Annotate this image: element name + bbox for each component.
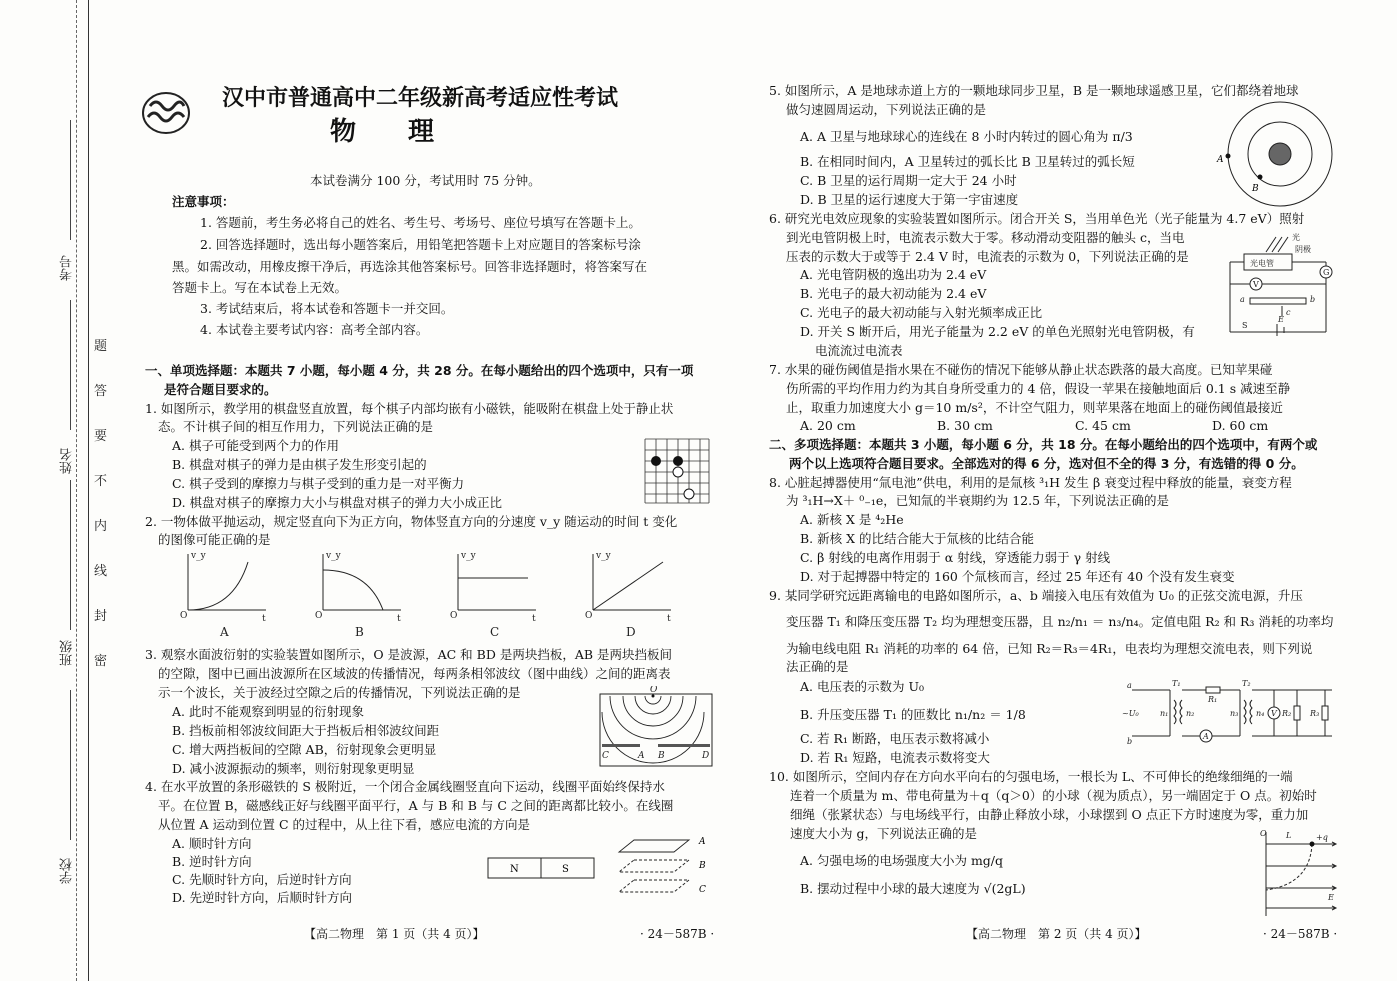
q9-label: R₁: [1208, 695, 1218, 704]
q4-magnet-figure: [484, 830, 714, 900]
note-line: 3. 考试结束后，将本试卷和答题卡一并交回。: [200, 301, 454, 316]
q8-option: B. 新核 X 的比结合能大于氚核的比结合能: [800, 531, 1034, 546]
q6-stem: 到光电管阴极上时，电流表示数大于零。移动滑动变阻器的触头 c，当电: [786, 230, 1185, 245]
q2-axis-label: v_y: [596, 551, 611, 561]
q2-origin-label: O: [315, 611, 323, 621]
q2-graph-label: A: [220, 625, 229, 639]
q3-wave-figure: [598, 686, 714, 768]
q2-axis-label: v_y: [191, 551, 206, 561]
q7-option: C. 45 cm: [1075, 418, 1131, 433]
q6-label: a: [1240, 295, 1245, 304]
exam-logo: [140, 90, 192, 136]
q9-circuit-figure: [1122, 678, 1340, 744]
q1-stem: 1. 如图所示，教学用的棋盘竖直放置，每个棋子内部均嵌有小磁铁，能吸附在棋盘上处于静止状: [145, 401, 674, 416]
q10-field-figure: [1252, 826, 1340, 918]
q1-option: A. 棋子可能受到两个力的作用: [172, 438, 339, 453]
q10-stem: 速度大小为 g，下列说法正确的是: [790, 826, 977, 841]
page-footer: 【高二物理 第 2 页（共 4 页）】: [966, 927, 1147, 941]
q4-option: C. 先顺时针方向，后逆时针方向: [172, 872, 352, 887]
q9-label: a: [1127, 681, 1132, 690]
q10-option: A. 匀强电场的电场强度大小为 mg/q: [800, 853, 1004, 868]
q9-label: n₂: [1186, 709, 1195, 718]
exam-title: 汉中市普通高中二年级新高考适应性考试: [222, 86, 619, 111]
q9-label: V: [1271, 709, 1277, 718]
q2-axis-label: t: [262, 614, 266, 624]
q6-label: V: [1253, 280, 1259, 289]
q9-stem: 为输电线电阻 R₁ 消耗的功率的 64 倍，已知 R₂＝R₃＝4R₁，电表均为理想交流电表，则下列说: [786, 641, 1313, 656]
q9-stem: 9. 某同学研究远距离输电的电路如图所示，a、b 端接入电压有效值为 U₀ 的正弦交流电源，升压: [769, 588, 1303, 603]
q9-option: B. 升压变压器 T₁ 的匝数比 n₁/n₂ ＝ 1/8: [800, 707, 1026, 722]
q4-option: B. 逆时针方向: [172, 854, 252, 869]
q7-stem: 7. 水果的碰伤阈值是指水果在不碰伤的情况下能够从静止状态跌落的最大高度。已知苹果碰: [769, 362, 1273, 377]
q7-option: A. 20 cm: [800, 418, 856, 433]
q3-label: B: [658, 751, 665, 761]
q2-axis-label: t: [532, 614, 536, 624]
q2-graph-label: D: [626, 625, 636, 639]
q3-label: C: [602, 751, 609, 761]
exam-intro: 本试卷满分 100 分，考试用时 75 分钟。: [310, 173, 541, 188]
q6-label: E: [1278, 315, 1284, 324]
q6-label: 光: [1292, 233, 1300, 242]
q6-stem: 压表的示数大于或等于 2.4 V 时，电流表的示数为 0，下列说法正确的是: [786, 249, 1189, 264]
q5-stem: 做匀速圆周运动，下列说法正确的是: [786, 102, 987, 117]
subject-title: 物 理: [330, 117, 435, 147]
page-code: · 24－587B ·: [640, 927, 715, 941]
q10-label: O: [1260, 829, 1267, 838]
q1-chessboard-figure: [643, 437, 711, 505]
q6-label: 阴极: [1295, 245, 1311, 254]
q1-option: D. 棋盘对棋子的摩擦力大小与棋盘对棋子的弹力大小成正比: [172, 495, 503, 510]
q4-label: S: [562, 864, 569, 875]
q5-option: B. 在相同时间内，A 卫星转过的弧长比 B 卫星转过的弧长短: [800, 154, 1135, 169]
q6-option: B. 光电子的最大初动能为 2.4 eV: [800, 286, 987, 301]
q10-stem: 连着一个质量为 m、带电荷量为＋q（q＞0）的小球（视为质点），另一端固定于 O 点。初始时: [790, 788, 1317, 803]
q2-graph-label: B: [355, 625, 364, 639]
q3-option: A. 此时不能观察到明显的衍射现象: [172, 704, 364, 719]
notice-char: 题: [94, 339, 108, 354]
notice-char: 封: [94, 609, 108, 624]
notice-char: 密: [94, 654, 108, 669]
q8-stem: 为 ³₁H→X＋ ⁰₋₁e，已知氚的半衰期约为 12.5 年，下列说法正确的是: [786, 493, 1170, 508]
q4-stem: 平。在位置 B，磁感线正好与线圈平面平行，A 与 B 和 B 与 C 之间的距离都比较小。在线圈: [158, 798, 674, 813]
write-line: [70, 120, 71, 240]
q2-origin-label: O: [180, 611, 188, 621]
q5-option: D. B 卫星的运行速度大于第一宇宙速度: [800, 192, 1019, 207]
q9-label: R₃: [1310, 709, 1320, 718]
page-footer: 【高二物理 第 1 页（共 4 页）】: [304, 927, 485, 941]
q9-label: T₂: [1242, 679, 1251, 688]
q5-option: C. B 卫星的运行周期一定大于 24 小时: [800, 173, 1017, 188]
q5-option: A. A 卫星与地球球心的连线在 8 小时内转过的圆心角为 π/3: [800, 129, 1133, 144]
section1-heading: 一、单项选择题：本题共 7 小题，每小题 4 分，共 28 分。在每小题给出的四个选项中，只有一项: [145, 363, 694, 378]
q3-option: D. 减小波源振动的频率，则衍射现象更明显: [172, 761, 415, 776]
q3-label: O: [650, 686, 658, 695]
q2-stem: 2. 一物体做平抛运动，规定竖直向下为正方向，物体竖直方向的分速度 v_y 随运动的时间 t 变化: [145, 514, 678, 529]
q2-axis-label: v_y: [461, 551, 476, 561]
q2-stem: 的图像可能正确的是: [158, 532, 271, 547]
q10-label: L: [1286, 831, 1292, 840]
q10-stem: 细绳（张紧状态）与电场线平行，由静止释放小球，小球摆到 O 点正下方时速度为零，重力加: [790, 807, 1309, 822]
q3-label: D: [702, 751, 710, 761]
q9-label: ~U₀: [1122, 709, 1139, 718]
q9-label: b: [1127, 737, 1133, 744]
q6-option: 电流流过电流表: [815, 343, 903, 358]
q6-label: c: [1286, 308, 1291, 317]
q2-graph-label: C: [490, 625, 500, 639]
q9-label: R₂: [1282, 709, 1292, 718]
q9-label: T₁: [1172, 679, 1181, 688]
q6-label: b: [1310, 295, 1316, 304]
q9-stem: 法正确的是: [786, 659, 849, 674]
q3-option: C. 增大两挡板间的空隙 AB，衍射现象会更明显: [172, 742, 437, 757]
notice-char: 要: [94, 429, 108, 444]
field-school: 学校: [60, 858, 75, 884]
q9-label: n₁: [1160, 709, 1169, 718]
q6-option: A. 光电管阴极的逸出功为 2.4 eV: [800, 267, 987, 282]
q7-option: D. 60 cm: [1212, 418, 1269, 433]
q6-label: G: [1323, 268, 1330, 277]
page-code: · 24－587B ·: [1263, 927, 1338, 941]
q6-label: 光电管: [1250, 259, 1274, 268]
write-line: [70, 300, 71, 430]
q1-option: C. 棋子受到的摩擦力与棋子受到的重力是一对平衡力: [172, 476, 465, 491]
write-line: [70, 480, 71, 630]
q7-option: B. 30 cm: [937, 418, 993, 433]
q10-option: B. 摆动过程中小球的最大速度为 √(2gL): [800, 881, 1026, 896]
notes-heading: 注意事项：: [172, 194, 235, 209]
q1-option: B. 棋盘对棋子的弹力是由棋子发生形变引起的: [172, 457, 427, 472]
q3-stem: 3. 观察水面波衍射的实验装置如图所示，O 是波源，AC 和 BD 是两块挡板，AB 是两块挡板间: [145, 647, 673, 662]
q8-option: A. 新核 X 是 ⁴₂He: [800, 512, 904, 527]
q3-stem: 示一个波长，关于波经过空隙之后的传播情况，下列说法正确的是: [158, 685, 521, 700]
section1-heading: 是符合题目要求的。: [164, 382, 277, 397]
note-line: 2. 回答选择题时，选出每小题答案后，用铅笔把答题卡上对应题目的答案标号涂: [200, 237, 641, 252]
q2-origin-label: O: [585, 611, 593, 621]
field-class: 班级: [60, 640, 75, 666]
section2-heading: 二、多项选择题：本题共 3 小题，每小题 6 分，共 18 分。在每小题给出的四个选项中，有两个或: [769, 437, 1318, 452]
q6-stem: 6. 研究光电效应现象的实验装置如图所示。闭合开关 S，当用单色光（光子能量为 4.7 eV）照射: [769, 211, 1305, 226]
note-line: 答题卡上。写在本试卷上无效。: [172, 280, 348, 295]
q10-stem: 10. 如图所示，空间内存在方向水平向右的匀强电场，一根长为 L、不可伸长的绝缘细绳的一端: [769, 769, 1293, 784]
notice-char: 答: [94, 384, 108, 399]
q9-label: n₄: [1256, 709, 1265, 718]
q6-option: D. 开关 S 断开后，用光子能量为 2.2 eV 的单色光照射光电管阴极，有: [800, 324, 1195, 339]
q5-stem: 5. 如图所示，A 是地球赤道上方的一颗地球同步卫星，B 是一颗地球遥感卫星，它们都绕着地球: [769, 83, 1299, 98]
q10-label: E: [1328, 893, 1334, 902]
q4-option: D. 先逆时针方向，后顺时针方向: [172, 890, 353, 905]
section2-heading: 两个以上选项符合题目要求。全部选对的得 6 分，选对但不全的得 3 分，有选错的得 0 分。: [789, 456, 1304, 471]
q4-stem: 4. 在水平放置的条形磁铁的 S 极附近，一个闭合金属线圈竖直向下运动，线圈平面始终保持水: [145, 779, 665, 794]
q2-graphs: [178, 548, 678, 643]
q4-option: A. 顺时针方向: [172, 836, 252, 851]
q4-label: B: [699, 861, 706, 871]
binding-border: [88, 0, 89, 981]
q2-axis-label: v_y: [326, 551, 341, 561]
q2-origin-label: O: [450, 611, 458, 621]
q2-axis-label: t: [667, 614, 671, 624]
q6-option: C. 光电子的最大初动能与入射光频率成正比: [800, 305, 1043, 320]
q9-option: D. 若 R₁ 短路，电流表示数将变大: [800, 750, 990, 765]
q6-label: S: [1242, 321, 1248, 330]
q4-label: N: [510, 864, 519, 875]
q5-label: A: [1217, 155, 1224, 165]
q4-label: A: [699, 837, 706, 847]
note-line: 黑。如需改动，用橡皮擦干净后，再选涂其他答案标号。回答非选择题时，将答案写在: [172, 259, 648, 274]
q5-orbit-figure: [1212, 94, 1338, 214]
q9-label: A: [1203, 732, 1209, 741]
note-line: 1. 答题前，考生务必将自己的姓名、考生号、考场号、座位号填写在答题卡上。: [200, 215, 641, 230]
q7-stem: 止，取重力加速度大小 g＝10 m/s²，不计空气阻力，则苹果落在地面上的碰伤阈值最接近: [786, 400, 1283, 415]
q10-label: +q: [1316, 833, 1328, 842]
q9-option: A. 电压表的示数为 U₀: [800, 679, 924, 694]
q6-circuit-figure: [1222, 232, 1340, 342]
q3-option: B. 挡板前相邻波纹间距大于挡板后相邻波纹间距: [172, 723, 440, 738]
q9-option: C. 若 R₁ 断路，电压表示数将减小: [800, 731, 990, 746]
q3-stem: 的空隙，图中已画出波源所在区域波的传播情况，每两条相邻波纹（图中曲线）之间的距离表: [158, 666, 671, 681]
q7-stem: 伤所需的平均作用力约为其自身所受重力的 4 倍，假设一苹果在接触地面后 0.1 s 减速至静: [786, 381, 1291, 396]
q1-stem: 态。不计棋子间的相互作用力，下列说法正确的是: [158, 419, 434, 434]
notice-char: 内: [94, 519, 108, 534]
q4-stem: 从位置 A 运动到位置 C 的过程中，从上往下看，感应电流的方向是: [158, 817, 530, 832]
field-name: 姓名: [60, 448, 75, 474]
q2-axis-label: t: [397, 614, 401, 624]
q5-label: B: [1252, 184, 1259, 194]
q8-option: C. β 射线的电离作用弱于 α 射线，穿透能力弱于 γ 射线: [800, 550, 1111, 565]
q8-stem: 8. 心脏起搏器使用“氚电池”供电，利用的是氚核 ³₁H 发生 β 衰变过程中释放的能量，衰变方程: [769, 475, 1292, 490]
q9-stem: 变压器 T₁ 和降压变压器 T₂ 均为理想变压器，且 n₂/n₁ ＝ n₃/n₄。定值电阻 R₂ 和 R₃ 消耗的功率均: [786, 614, 1334, 629]
note-line: 4. 本试卷主要考试内容：高考全部内容。: [200, 322, 429, 337]
notice-char: 不: [94, 474, 108, 489]
q3-label: A: [638, 751, 645, 761]
write-line: [70, 690, 71, 840]
notice-char: 线: [94, 564, 108, 579]
field-exam-no: 考号: [60, 255, 75, 281]
q8-option: D. 对于起搏器中特定的 160 个氚核而言，经过 25 年还有 40 个没有发生衰变: [800, 569, 1235, 584]
q4-label: C: [699, 885, 706, 895]
cut-line: [76, 0, 77, 981]
q9-label: n₃: [1230, 709, 1239, 718]
